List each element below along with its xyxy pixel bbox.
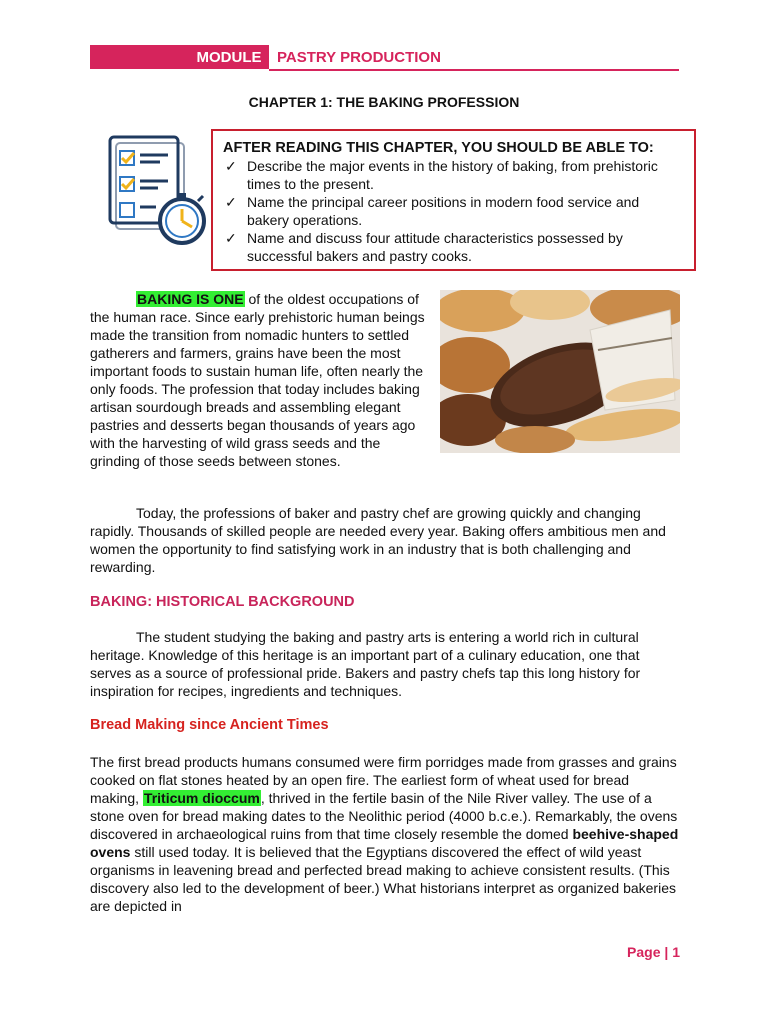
page-number: Page | 1 [627,944,680,960]
section-heading-bread: Bread Making since Ancient Times [90,717,329,733]
triticum-highlight: Triticum dioccum [143,790,260,806]
paragraph-bread-text-c: still used today. It is believed that the Egyptians discovered the effect of wild yeast organisms in leavening bread and perfected bread making to achieve consistent results. (This discovery also led to the development of beer.) What historians interpret as organized bakeries are depicted in [90,844,676,914]
section-heading-history: BAKING: HISTORICAL BACKGROUND [90,594,355,610]
intro-text: of the oldest occupations of the human race. Since early prehistoric human beings made the transition from nomadic hunters to settled gatherers and farmers, grains have been the most important foods to sustain human life, often nearly the only foods. The profession that today includes baking artisan sourdough breads and assembling elegant pastries and desserts began thousands of years ago with the harvesting of wild grass seeds and the grinding of those seeds between stones. [90,291,425,469]
objectives-box [211,129,696,271]
objective-text: Name and discuss four attitude characteristics possessed by successful bakers and pastry cooks. [247,230,623,264]
checklist-stopwatch-icon [108,131,212,253]
objectives-list [223,157,684,265]
module-label: MODULE [196,48,262,66]
paragraph-2 [90,504,680,576]
check-icon: ✓ [225,158,237,174]
objective-item [223,193,684,229]
intro-paragraph [90,290,430,470]
objective-item [223,157,684,193]
objective-item [223,229,684,265]
paragraph-bread [90,753,680,915]
module-title: PASTRY PRODUCTION [269,45,679,69]
bread-photo [440,290,680,453]
intro-highlight: BAKING IS ONE [137,291,244,307]
paragraph-bread-text-a: The first bread products humans consumed were firm porridges made from grasses and grains cooked on flat stones heated by an open fire. The earliest form of wheat used for bread making, [90,754,677,806]
paragraph-2-text: Today, the professions of baker and pastry chef are growing quickly and changing rapidly. Thousands of skilled people are needed every year. Baking offers ambitious men and women the opportunity to find satisfying work in an industry that is both challenging and rewarding. [90,505,666,575]
paragraph-history-text: The student studying the baking and pastry arts is entering a world rich in cultural heritage. Knowledge of this heritage is an important part of a culinary education, one that serves as a source of professional pride. Bakers and pastry chefs tap this long history for inspiration for recipes, ingredients and techniques. [90,629,641,699]
chapter-title: CHAPTER 1: THE BAKING PROFESSION [248,94,520,110]
header-underline [269,69,679,71]
beehive-ovens-bold: beehive-shaped ovens [90,826,679,860]
objective-text: Name the principal career positions in modern food service and bakery operations. [247,194,640,228]
check-icon: ✓ [225,194,237,210]
objectives-heading: AFTER READING THIS CHAPTER, YOU SHOULD BE ABLE TO: [223,140,654,156]
check-icon: ✓ [225,230,237,246]
paragraph-bread-text-b: , thrived in the fertile basin of the Nile River valley. The use of a stone oven for bread making dates to the Neolithic period (4000 b.c.e.). Remarkably, the ovens discovered in archaeological ruins from that time closely resemble the domed [90,790,678,842]
objective-text: Describe the major events in the history of baking, from prehistoric times to the present. [247,158,658,192]
paragraph-history [90,628,680,700]
